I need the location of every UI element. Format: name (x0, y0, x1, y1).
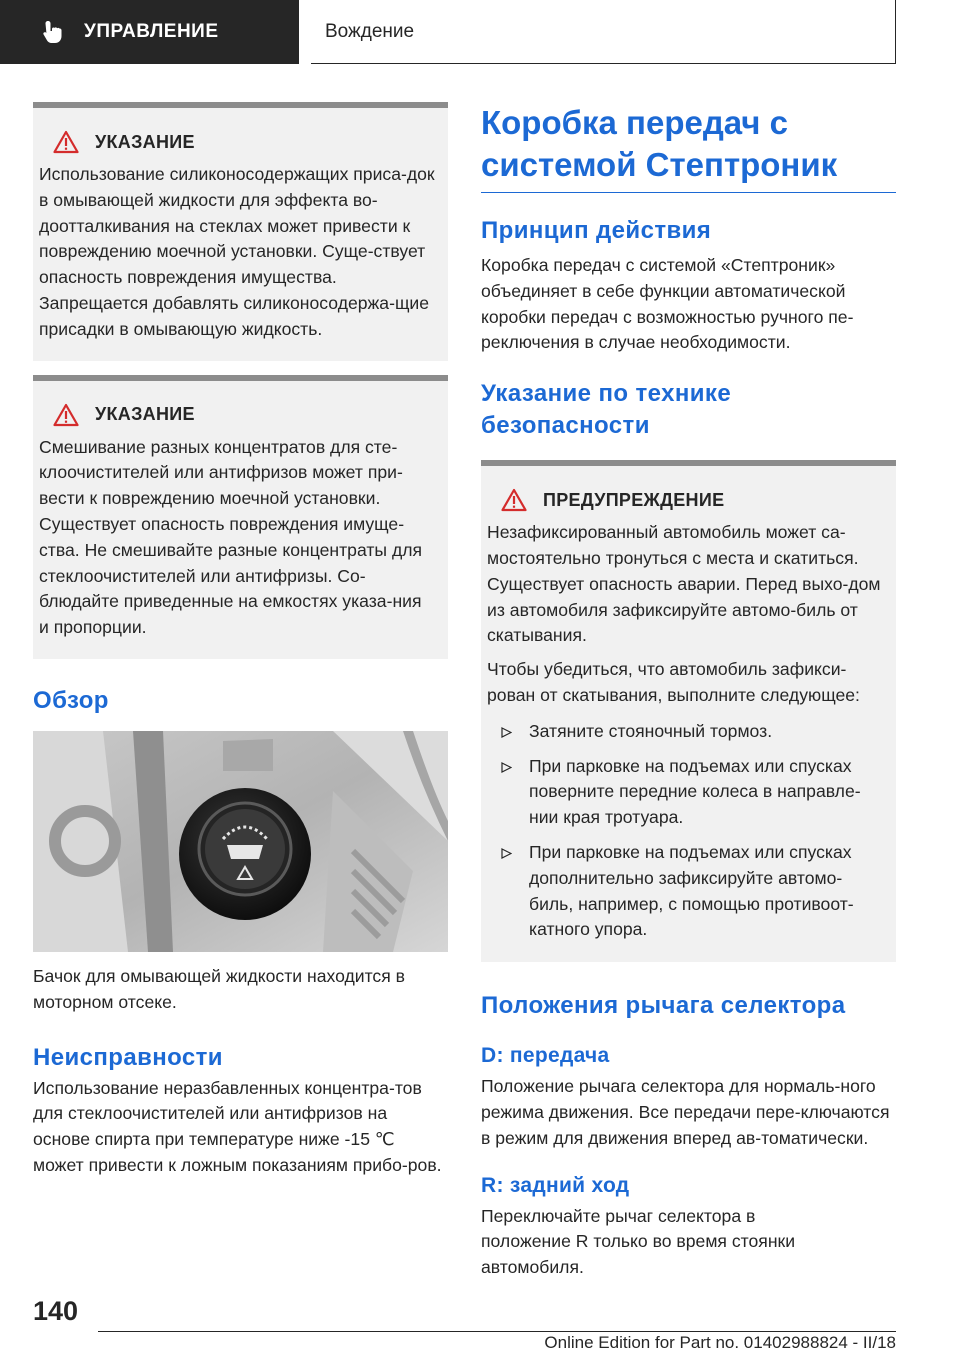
notice-text: Использование силиконосодержащих приса-док в омывающей жидкости для эффекта во-доотталкивания на стеклах может привести к повреждению моечной установки. Суще-ствует опасность повреждения имущества. Запрещается добавлять силиконосодержа-щие присадки в омывающую жидкость. (39, 164, 435, 339)
triangle-bullet-icon (501, 762, 512, 773)
triangle-bullet-icon (501, 727, 512, 738)
safety-heading: Указание по технике безопасности (481, 380, 732, 440)
principle-text: Коробка передач с системой «Стептроник» объединяет в себе функции автоматической коробки передач с возможностью ручного пе-реключения в случае необходимости. (481, 255, 854, 353)
d-text: Положение рычага селектора для нормаль-ного режима движения. Все передачи пере-ключаются в режим для движения вперед ав-томатически. (481, 1076, 890, 1148)
photo-caption: Бачок для омывающей жидкости находится в моторном отсеке. (33, 965, 405, 1012)
notice-mixing (33, 375, 448, 659)
r-heading: R: задний ход (481, 1173, 630, 1197)
header-section-tab (0, 0, 299, 64)
warning-steps (487, 719, 884, 943)
page-number: 140 (33, 1296, 79, 1326)
selector-heading: Положения рычага селектора (481, 992, 846, 1020)
header-subsection-box (311, 0, 896, 64)
subsection-title: Вождение (325, 20, 415, 42)
overview-heading: Обзор (33, 686, 109, 714)
warning-instructions: Чтобы убедиться, что автомобиль зафикси-рован от скатывания, выполните следующее: (487, 659, 860, 705)
list-item: Затяните стояночный тормоз. (487, 719, 884, 745)
warning-triangle-icon (53, 130, 79, 154)
warning-triangle-icon (53, 403, 79, 427)
faults-text: Использование неразбавленных концентра-тов для стеклоочистителей или антифризов на основе спирта при температуре ниже -15 ℃ может привести к ложным показаниям прибо-ров. (33, 1077, 442, 1175)
right-column (481, 102, 896, 1281)
edition-note: Online Edition for Part no. 01402988824 - II/18 (544, 1333, 896, 1352)
notice-text: Смешивание разных концентратов для сте-клоочистителей или антифризов может при-вести к повреждению моечной установки. Существует опасность повреждения имуще-ства. Не смешивайте разные концентраты для стеклоочистителей или антифризы. Со-блюдайте приведенные на емкостях указа-ния и пропорции. (39, 436, 422, 638)
hand-pointer-icon (40, 19, 66, 45)
notice-silicone (33, 102, 448, 361)
triangle-bullet-icon (501, 848, 512, 859)
list-item: При парковке на подъемах или спусках поверните передние колеса в направле-нии края тротуара. (487, 754, 884, 831)
warning-rollaway (481, 460, 896, 962)
list-item: При парковке на подъемах или спусках дополнительно зафиксируйте автомо-биль, например, с помощью противоот-катного упора. (487, 840, 884, 943)
section-title: УПРАВЛЕНИЕ (84, 21, 219, 42)
washer-reservoir-photo (33, 731, 448, 952)
notice-title: УКАЗАНИЕ (95, 404, 195, 425)
footer-divider (98, 1331, 896, 1332)
warning-text: Незафиксированный автомобиль может са-мостоятельно тронуться с места и скатиться. Существует опасность аварии. Перед выхо-дом из автомобиля зафиксируйте автомо-биль от скатывания. (487, 522, 881, 646)
r-text: Переключайте рычаг селектора в положение R только во время стоянки автомобиля. (481, 1205, 796, 1278)
warning-title: ПРЕДУПРЕЖДЕНИЕ (543, 489, 725, 510)
warning-triangle-icon (501, 488, 527, 512)
notice-title: УКАЗАНИЕ (95, 131, 195, 152)
d-heading: D: передача (481, 1044, 610, 1068)
faults-heading: Неисправности (33, 1043, 223, 1071)
steptronic-heading: Коробка передач с системой Стептроник (481, 102, 896, 193)
left-column (33, 102, 448, 1179)
principle-heading: Принцип действия (481, 217, 712, 244)
